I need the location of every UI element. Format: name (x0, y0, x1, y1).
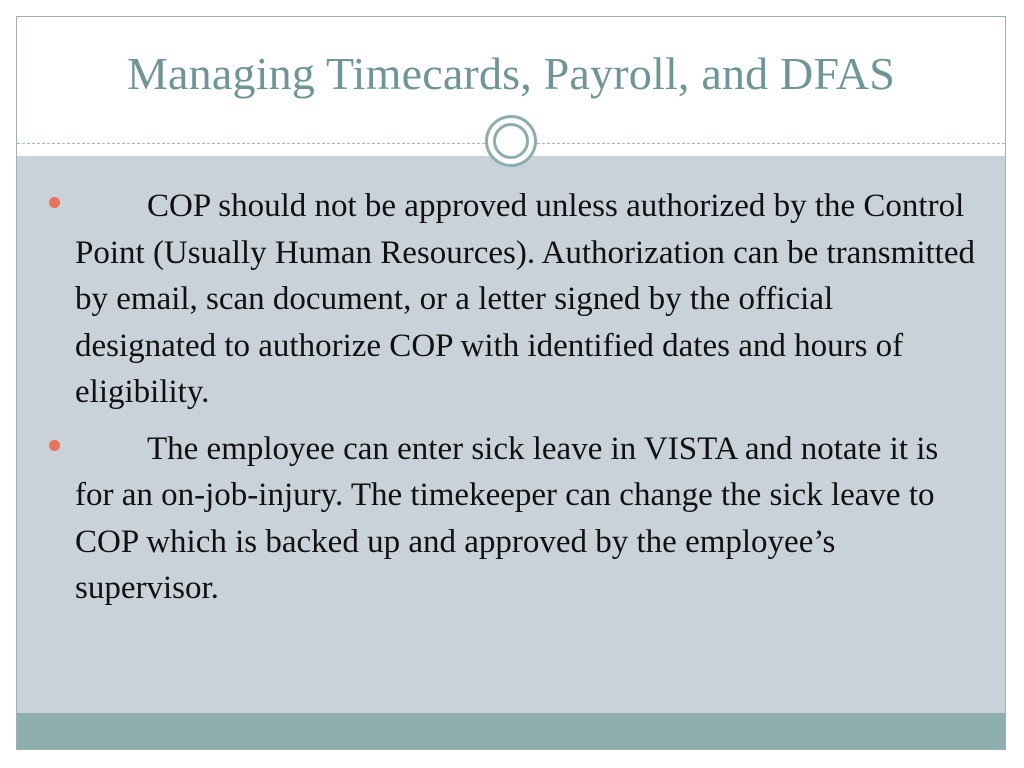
ornament-inner-ring (493, 123, 529, 159)
bullet-item-sick-leave (49, 426, 979, 612)
round-bullet-icon (49, 197, 60, 208)
bullet-text: COP should not be approved unless authorized by the Control Point (Usually Human Resources). Authorization can be transmitted by email, scan document, or a letter signed by the official designated to authorize COP with identified dates and hours of eligibility. (75, 188, 975, 410)
slide (16, 16, 1006, 750)
bullet-item-cop-authorization (49, 183, 979, 416)
bullet-text: The employee can enter sick leave in VISTA and notate it is for an on-job-injury. The timekeeper can change the sick leave to COP which is backed up and approved by the employee’s supervisor. (75, 430, 939, 606)
double-ring-circle-icon (485, 115, 537, 167)
round-bullet-icon (49, 440, 60, 451)
footer-bar (17, 713, 1005, 749)
bullet-list (49, 183, 979, 622)
slide-title: Managing Timecards, Payroll, and DFAS (126, 48, 896, 99)
